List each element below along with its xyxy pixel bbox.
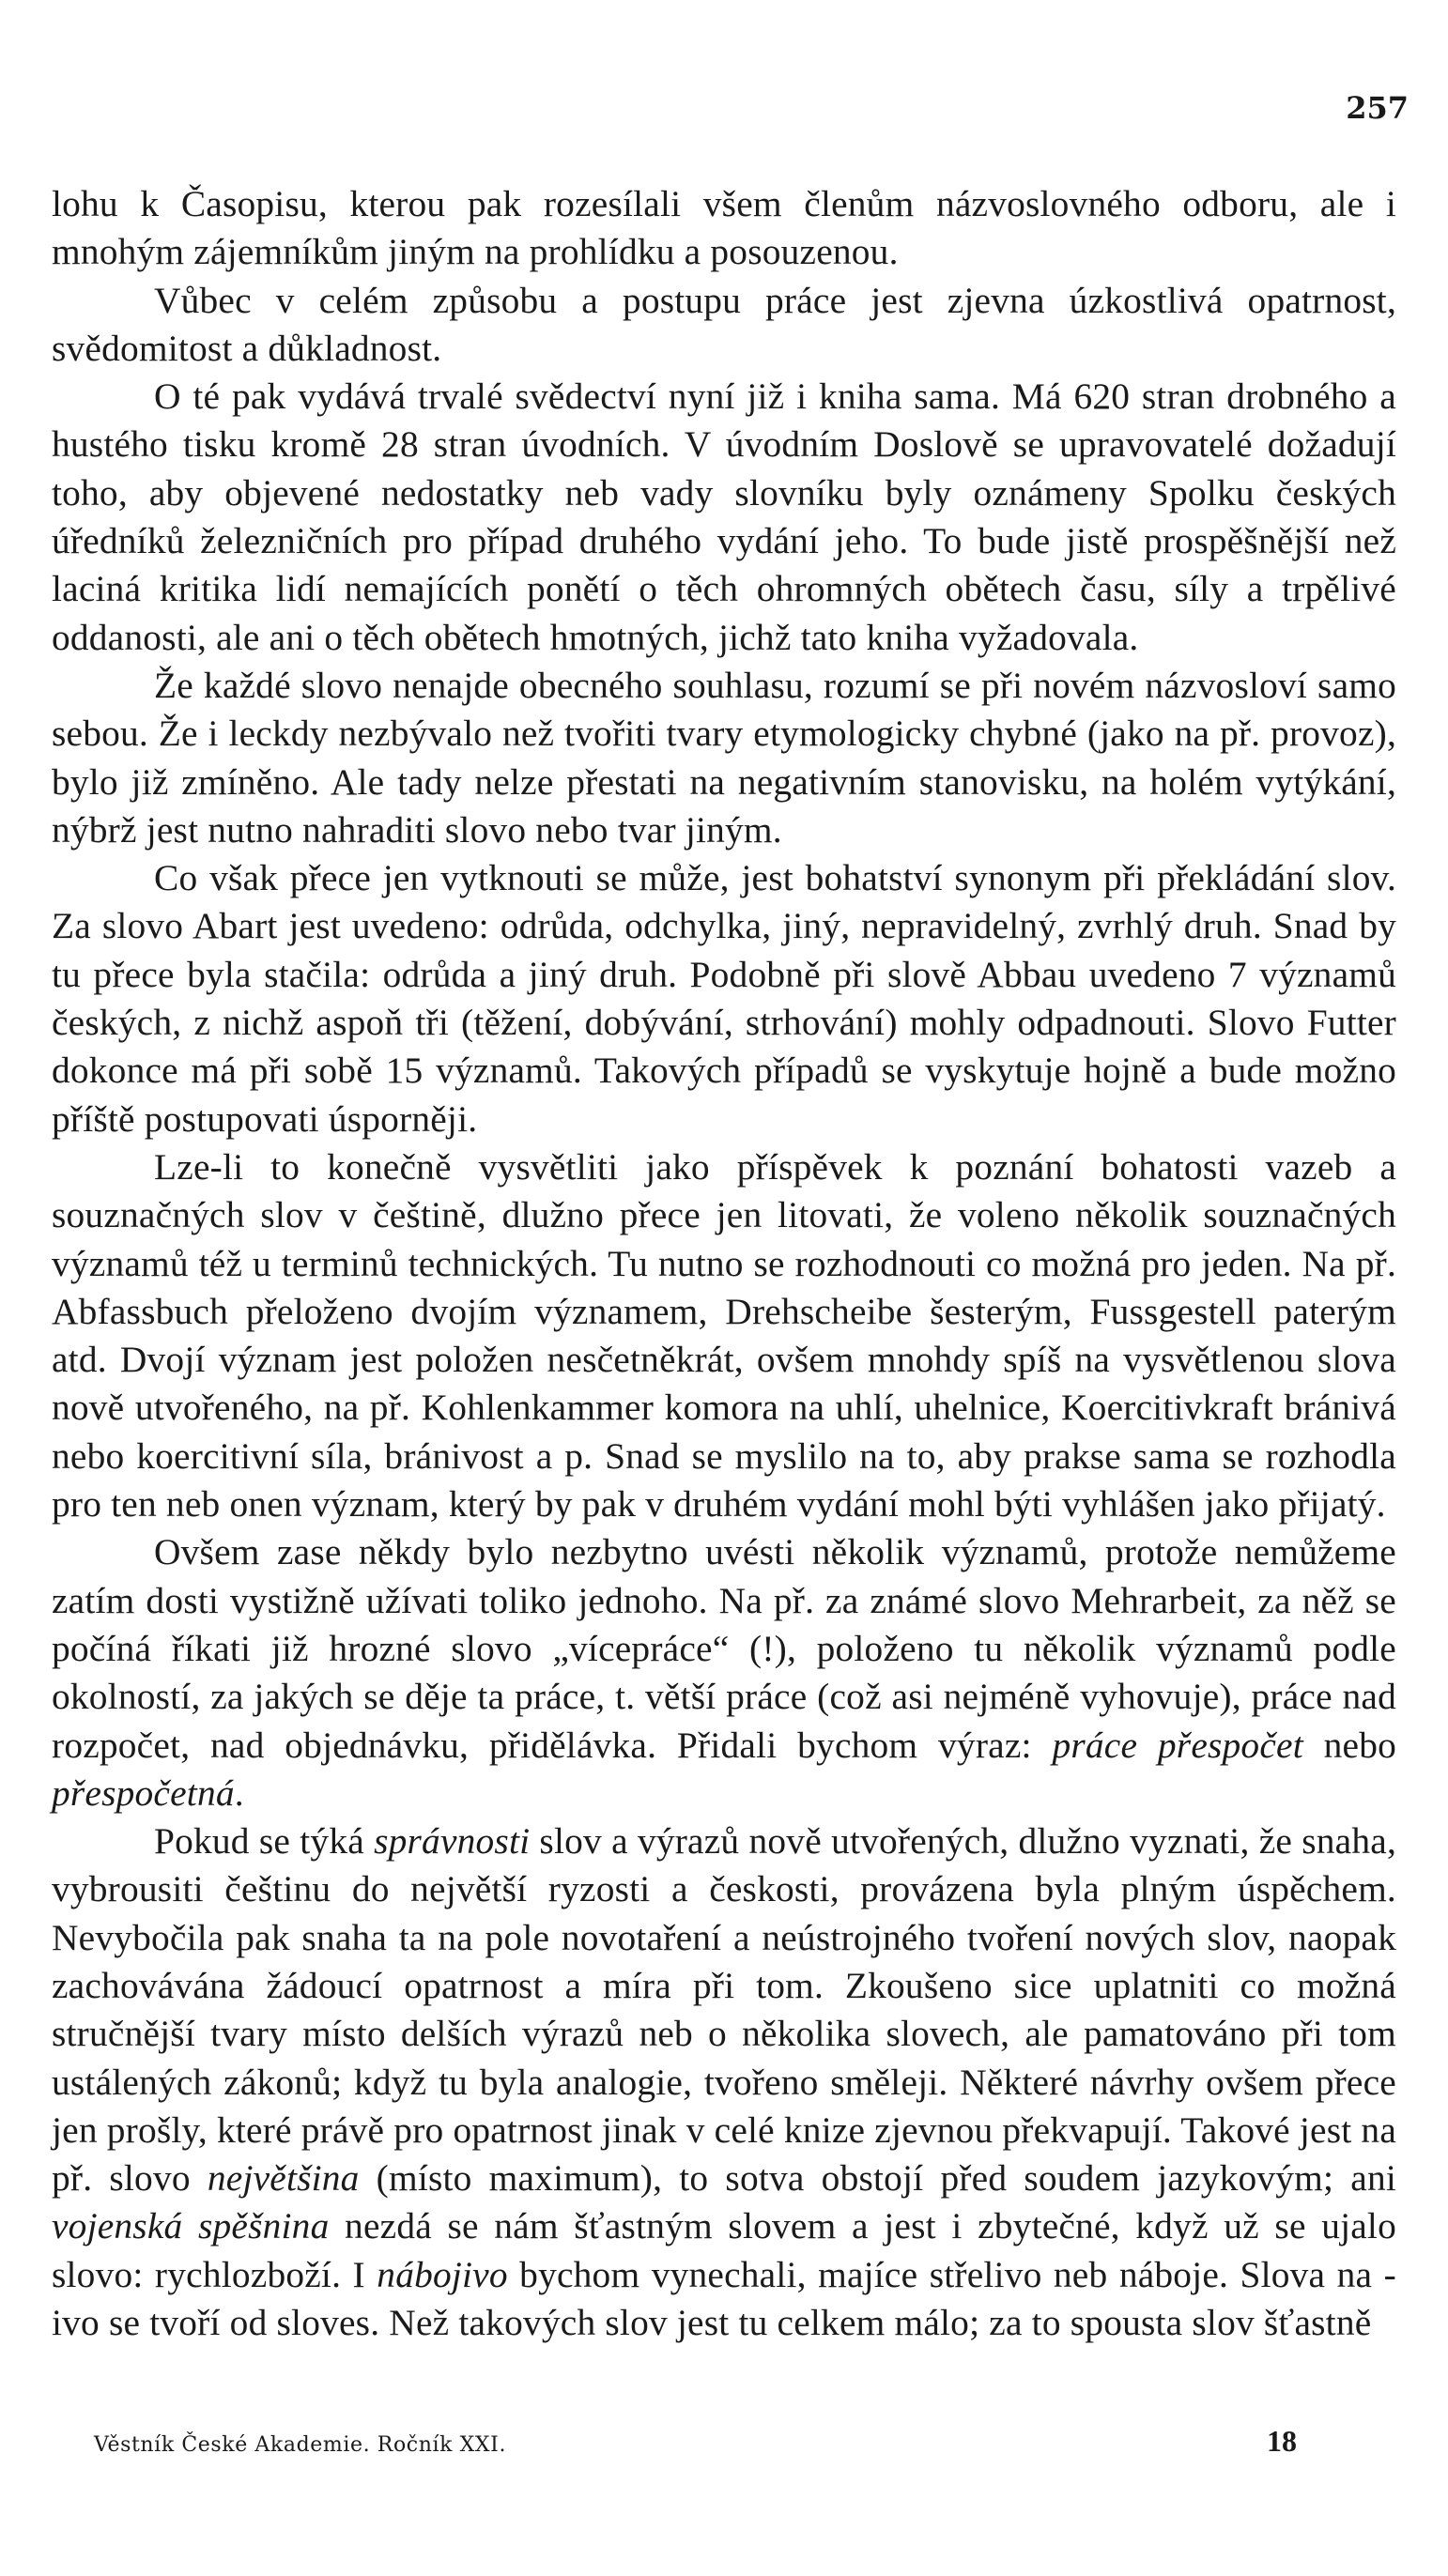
paragraph [52,662,1396,854]
body-text [52,180,1396,2347]
text-run: slov a výrazů nově utvořených, dlužno vyznati, že snaha, vybrousiti češtinu do největší ryzosti a českosti, provázena byla plným úspěchem. Nevybočila pak snaha ta na pole novotaření a neústrojného tvoření nových slov, naopak zachovávána žádoucí opatrnost a míra při tom. Zkoušeno sice uplatniti co možná stručnější tvary místo delších výrazů neb o několika slovech, ale pamatováno při tom ustálených zákonů; když tu byla analogie, tvořeno směleji. Některé návrhy ovšem přece jen prošly, které právě pro opatrnost jinak v celé knize zjevnou překvapují. Takové jest na př. slovo [52,1820,1396,2200]
text-run: Lze-li to konečně vysvětliti jako příspěvek k poznání bohatosti vazeb a souznačných slov v češtině, dlužno přece jen litovati, že voleno několik souznačných významů též u terminů technických. Tu nutno se rozhodnouti co možná pro jeden. Na př. Abfassbuch přeloženo dvojím významem, Drehscheibe šesterým, Fussgestell paterým atd. Dvojí význam jest položen nesčetněkrát, ovšem mnohdy spíš na vysvětlenou slova nově utvořeného, na př. Kohlenkammer komora na uhlí, uhelnice, Koercitivkraft bránivá nebo koercitivní síla, bránivost a p. Snad se myslilo na to, aby prakse sama se rozhodla pro ten neb onen význam, který by pak v druhém vydání mohl býti vyhlášen jako přijatý. [52,1145,1396,1526]
text-run: . [234,1771,244,1814]
emphasized-text: práce přespočet [1052,1724,1303,1766]
emphasized-text: správnosti [374,1820,531,1863]
text-run: (místo maximum), to sotva obstojí před soudem jazykovým; ani [359,2157,1397,2200]
footer-journal-title: Věstník České Akademie. Ročník XXI. [94,2433,507,2457]
paragraph [52,854,1396,1143]
paragraph [52,180,1396,277]
paragraph [52,277,1396,374]
paragraph [52,373,1396,662]
text-run: bychom vynechali, majíce střelivo neb náboje. Slova na -ivo se tvoří od sloves. Než takových slov jest tu celkem málo; za to spousta slov šťastně [52,2253,1396,2344]
paragraph [52,1143,1396,1528]
paragraph [52,1817,1396,2347]
text-run: Pokud se týká [154,1820,375,1863]
emphasized-text: přespočetná [52,1771,235,1814]
page-number: 257 [1346,90,1409,126]
emphasized-text: vojenská spěšnina [52,2205,330,2247]
text-run: Vůbec v celém způsobu a postupu práce jest zjevna úzkostlivá opatrnost, svědomitost a důkladnost. [52,279,1396,369]
text-run: Že každé slovo nenajde obecného souhlasu, rozumí se při novém názvosloví samo sebou. Že i leckdy nezbývalo než tvořiti tvary etymologicky chybné (jako na př. provoz), bylo již zmíněno. Ale tady nelze přestati na negativním stanovisku, na holém vytýkání, nýbrž jest nutno nahraditi slovo nebo tvar jiným. [52,664,1396,851]
paragraph [52,1528,1396,1817]
footer-signature-mark: 18 [1267,2424,1297,2458]
text-run: nezdá se nám šťastným slovem a jest i zbytečné, když už se ujalo slovo: rychlozboží. I [52,2205,1396,2295]
emphasized-text: největšina [207,2157,360,2200]
text-run: Co však přece jen vytknouti se může, jest bohatství synonym při překládání slov. Za slovo Abart jest uvedeno: odrůda, odchylka, jiný, nepravidelný, zvrhlý druh. Snad by tu přece byla stačila: odrůda a jiný druh. Podobně při slově Abbau uvedeno 7 významů českých, z nichž aspoň tři (těžení, dobývání, strhování) mohly odpadnouti. Slovo Futter dokonce má při sobě 15 významů. Takových případů se vyskytuje hojně a bude možno příště postupovati úsporněji. [52,857,1396,1140]
text-run: Ovšem zase někdy bylo nezbytno uvésti několik významů, protože nemůžeme zatím dosti vystižně užívati toliko jednoho. Na př. za známé slovo Mehrarbeit, za něž se počíná říkati již hrozné slovo „vícepráce“ (!), položeno tu několik významů podle okolností, za jakých se děje ta práce, t. větší práce (což asi nejméně vyhovuje), práce nad rozpočet, nad objednávku, přidělávka. Přidali bychom výraz: [52,1531,1396,1766]
text-run: O té pak vydává trvalé svědectví nyní již i kniha sama. Má 620 stran drobného a hustého tisku kromě 28 stran úvodních. V úvodním Doslově se upravovatelé dožadují toho, aby objevené nedostatky neb vady slovníku byly oznámeny Spolku českých úředníků železničních pro případ druhého vydání jeho. To bude jistě prospěšnější než laciná kritika lidí nemajících ponětí o těch ohromných obětech času, síly a trpělivé oddanosti, ale ani o těch obětech hmotných, jichž tato kniha vyžadovala. [52,376,1396,658]
text-run: nebo [1302,1724,1396,1766]
text-run: lohu k Časopisu, kterou pak rozesílali všem členům názvoslovného odboru, ale i mnohým zájemníkům jiným na prohlídku a posouzenou. [52,183,1396,273]
emphasized-text: nábojivo [377,2253,508,2295]
